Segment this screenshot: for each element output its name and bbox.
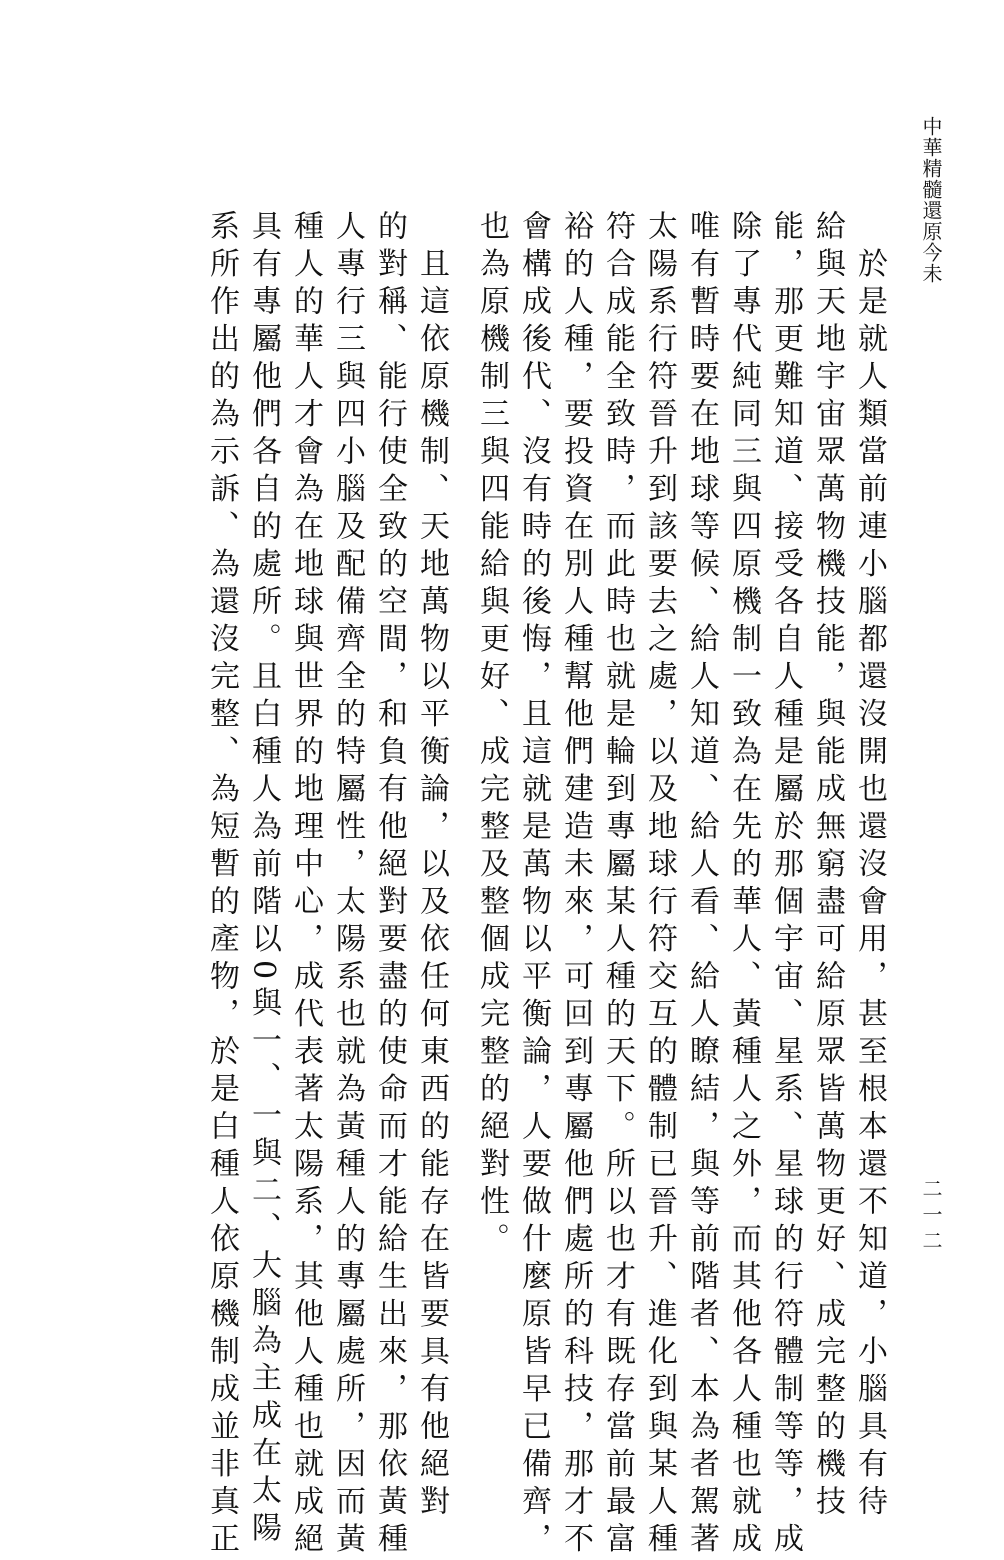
text-column: 且這依原機制、天地萬物以平衡論，以及依任何東西的能存在皆要具有他絕對 bbox=[414, 210, 449, 1523]
book-title: 中華精髓還原今未 bbox=[919, 116, 943, 284]
text-column: 系所作出的為示訴、為還沒完整、為短暫的產物，於是白種人依原機制成並非真正 bbox=[204, 210, 239, 1560]
text-column: 於是就人類當前連小腦都還沒開也還沒會用，甚至根本還不知道，小腦具有待 bbox=[852, 210, 887, 1523]
text-column: 唯有暫時要在地球等候、給人知道、給人看、給人瞭結，與等前階者、本為者駕著 bbox=[684, 210, 719, 1560]
text-column: 人專行三與四小腦及配備齊全的特屬性，太陽系也就為黃種人的專屬處所，因而黃 bbox=[330, 210, 365, 1560]
text-column: 太陽系行符晉升到該要去之處，以及地球行符交互的體制已晉升、進化到與某人種 bbox=[642, 210, 677, 1560]
text-column: 裕的人種，要投資在別人種幫他們建造未來，可回到專屬他們處所的科技，那才不 bbox=[558, 210, 593, 1560]
text-column: 具有專屬他們各自的處所。且白種人為前階以0與一、一與二、大腦為主成在太陽 bbox=[246, 210, 281, 1550]
text-column: 能，那更難知道、接受各自人種是屬於那個宇宙、星系、星球的行符體制等等，成 bbox=[768, 210, 803, 1560]
text-column: 的對稱、能行使全致的空間，和負有他絕對要盡的使命而才能給生出來，那依黃種 bbox=[372, 210, 407, 1560]
text-column: 符合成能全致時，而此時也就是輪到專屬某人種的天下。所以也才有既存當前最富 bbox=[600, 210, 635, 1560]
text-column: 會構成後代、沒有時的後悔，且這就是萬物以平衡論，人要做什麼原皆早已備齊， bbox=[516, 210, 551, 1560]
text-column: 給與天地宇宙眾萬物機技能，與能成無窮盡可給原眾皆萬物更好、成完整的機技 bbox=[810, 210, 845, 1523]
text-column: 種人的華人才會為在地球與世界的地理中心，成代表著太陽系，其他人種也就成絕 bbox=[288, 210, 323, 1560]
text-column: 除了專代純同三與四原機制一致為在先的華人、黃種人之外，而其他各人種也就成 bbox=[726, 210, 761, 1560]
page-number: 二一二 bbox=[919, 1178, 943, 1256]
text-column: 也為原機制三與四能給與更好、成完整及整個成完整的絕對性。 bbox=[474, 210, 509, 1260]
body-text bbox=[130, 210, 890, 1560]
